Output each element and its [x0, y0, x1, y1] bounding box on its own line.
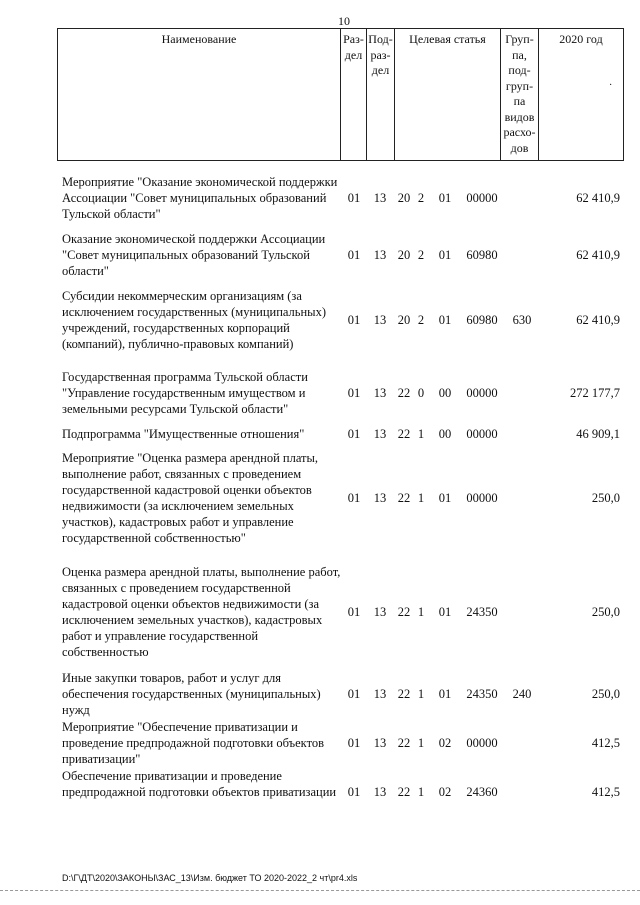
row-direction: 00000 — [466, 491, 498, 505]
row-name: Иные закупки товаров, работ и услуг для обеспечения государственных (муниципальных) нужд — [62, 671, 321, 717]
row-razdel: 01 — [347, 736, 361, 750]
row-subprogram: 1 — [417, 427, 425, 441]
row-subprogram: 1 — [417, 687, 425, 701]
row-direction: 00000 — [466, 191, 498, 205]
row-subprogram: 2 — [417, 191, 425, 205]
row-razdel: 01 — [347, 687, 361, 701]
row-podrazdel: 13 — [373, 605, 387, 619]
row-direction: 24360 — [466, 785, 498, 799]
row-subprogram: 1 — [417, 491, 425, 505]
row-measure: 02 — [438, 736, 452, 750]
row-direction: 00000 — [466, 427, 498, 441]
row-razdel: 01 — [347, 785, 361, 799]
perforation-line — [0, 890, 640, 891]
row-amount: 272 177,7 — [570, 386, 620, 400]
row-razdel: 01 — [347, 386, 361, 400]
row-razdel: 01 — [347, 313, 361, 327]
row-name: Обеспечение приватизации и проведение предпродажной подготовки объектов приватизации — [62, 769, 337, 799]
row-measure: 01 — [438, 687, 452, 701]
row-direction: 60980 — [466, 248, 498, 262]
row-name: Мероприятие "Обеспечение приватизации и проведение предпродажной подготовки объектов приватизации" — [62, 720, 325, 766]
row-amount: 250,0 — [591, 687, 620, 701]
speck: · — [609, 80, 613, 91]
row-program: 22 — [397, 605, 411, 619]
row-amount: 62 410,9 — [576, 313, 620, 327]
row-subprogram: 2 — [417, 313, 425, 327]
row-measure: 00 — [438, 427, 452, 441]
header-name: Наименование — [58, 29, 341, 161]
row-podrazdel: 13 — [373, 191, 387, 205]
row-amount: 250,0 — [591, 491, 620, 505]
row-program: 22 — [397, 386, 411, 400]
header-razdel: Раз- дел — [341, 29, 367, 161]
row-program: 20 — [397, 248, 411, 262]
row-amount: 62 410,9 — [576, 248, 620, 262]
row-program: 20 — [397, 191, 411, 205]
row-amount: 412,5 — [591, 736, 620, 750]
row-measure: 01 — [438, 491, 452, 505]
row-name: Субсидии некоммерческим организациям (за исключением государственных (муниципальных) учреждений, государственных корпораций (компаний), публично-правовых компаний) — [62, 289, 326, 351]
row-group: 240 — [512, 687, 532, 701]
row-name: Подпрограмма "Имущественные отношения" — [62, 427, 305, 441]
row-program: 20 — [397, 313, 411, 327]
row-podrazdel: 13 — [373, 687, 387, 701]
row-program: 22 — [397, 427, 411, 441]
row-podrazdel: 13 — [373, 427, 387, 441]
row-amount: 62 410,9 — [576, 191, 620, 205]
row-program: 22 — [397, 785, 411, 799]
row-podrazdel: 13 — [373, 491, 387, 505]
header-target: Целевая статья — [395, 29, 501, 161]
row-measure: 02 — [438, 785, 452, 799]
row-program: 22 — [397, 736, 411, 750]
row-podrazdel: 13 — [373, 248, 387, 262]
row-razdel: 01 — [347, 427, 361, 441]
row-measure: 01 — [438, 248, 452, 262]
row-subprogram: 2 — [417, 248, 425, 262]
row-razdel: 01 — [347, 191, 361, 205]
row-amount: 46 909,1 — [576, 427, 620, 441]
row-direction: 24350 — [466, 605, 498, 619]
row-measure: 01 — [438, 191, 452, 205]
row-group: 630 — [512, 313, 532, 327]
row-podrazdel: 13 — [373, 736, 387, 750]
row-razdel: 01 — [347, 248, 361, 262]
row-direction: 00000 — [466, 736, 498, 750]
row-program: 22 — [397, 687, 411, 701]
row-subprogram: 1 — [417, 736, 425, 750]
row-name: Оказание экономической поддержки Ассоциации "Совет муниципальных образований Тульской области" — [62, 232, 326, 278]
page-number: 10 — [338, 14, 350, 28]
row-razdel: 01 — [347, 605, 361, 619]
header-year: 2020 год — [539, 29, 624, 161]
row-subprogram: 1 — [417, 785, 425, 799]
row-amount: 412,5 — [591, 785, 620, 799]
row-amount: 250,0 — [591, 605, 620, 619]
row-direction: 60980 — [466, 313, 498, 327]
row-podrazdel: 13 — [373, 386, 387, 400]
row-name: Мероприятие "Оценка размера арендной платы, выполнение работ, связанных с проведением государственной кадастровой оценки объектов недвижимости (за исключением земельных участков), кадастровых работ и управление государственной собственностью" — [62, 451, 319, 545]
row-measure: 01 — [438, 605, 452, 619]
row-subprogram: 1 — [417, 605, 425, 619]
row-measure: 01 — [438, 313, 452, 327]
header-group: Груп- па, под- груп- па видов расхо- дов — [501, 29, 539, 161]
header-podrazdel: Под- раз- дел — [367, 29, 395, 161]
row-razdel: 01 — [347, 491, 361, 505]
row-measure: 00 — [438, 386, 452, 400]
row-subprogram: 0 — [417, 386, 425, 400]
row-name: Оценка размера арендной платы, выполнение работ, связанных с проведением государственной кадастровой оценки объектов недвижимости (за исключением земельных участков), кадастровых работ и управление государственной собственностью — [62, 565, 341, 659]
row-direction: 24350 — [466, 687, 498, 701]
row-program: 22 — [397, 491, 411, 505]
row-name: Государственная программа Тульской области "Управление государственным имуществом и земельными ресурсами Тульской области" — [62, 370, 308, 416]
row-direction: 00000 — [466, 386, 498, 400]
row-podrazdel: 13 — [373, 785, 387, 799]
row-podrazdel: 13 — [373, 313, 387, 327]
row-name: Мероприятие "Оказание экономической поддержки Ассоциации "Совет муниципальных образований Тульской области" — [62, 175, 338, 221]
file-path-footer: D:\Г\ДТ\2020\ЗАКОНЫ\ЗАС_13\Изм. бюджет ТО 2020-2022_2 чт\pr4.xls — [62, 873, 358, 883]
